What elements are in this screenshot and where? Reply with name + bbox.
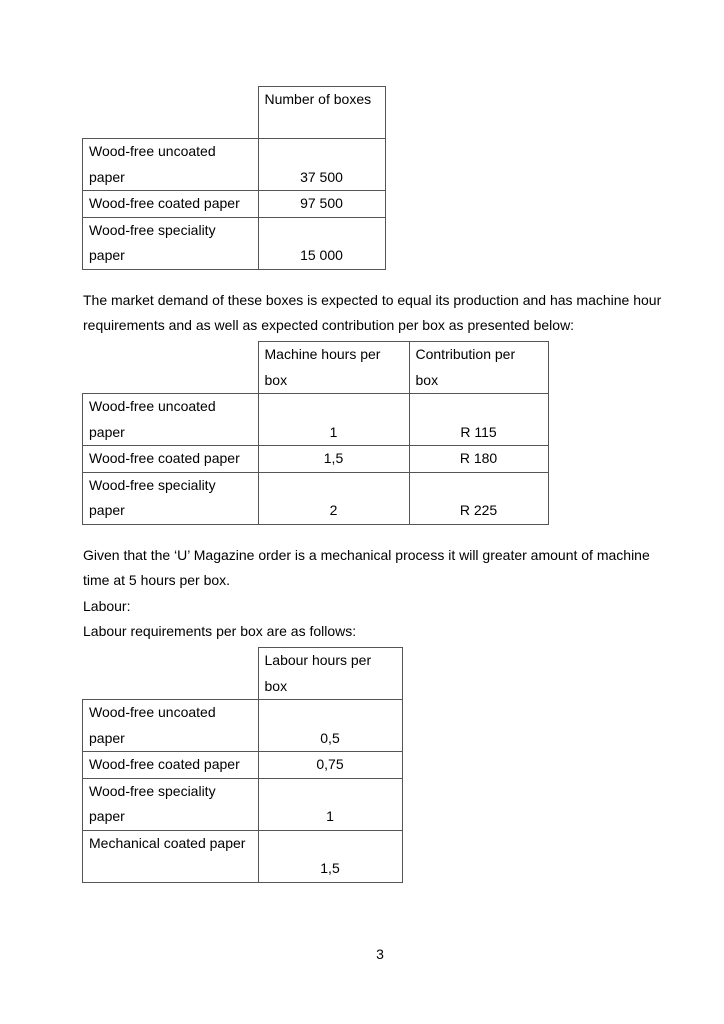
market-demand-line-1: The market demand of these boxes is expected to equal its production and has machine hour [83, 292, 662, 308]
table-row [83, 139, 386, 191]
row-contribution: R 180 [409, 446, 548, 473]
mechanical-process-line-1: Given that the ‘U’ Magazine order is a mechanical process it will greater amount of machine [83, 547, 650, 563]
table-row [83, 472, 549, 524]
header-contribution: Contribution per box [409, 342, 548, 394]
blank-header-cell [83, 87, 259, 139]
row-value: 97 500 [258, 191, 385, 218]
table-row [83, 394, 549, 446]
row-hours: 1,5 [258, 446, 409, 473]
header-machine-hours: Machine hours per box [258, 342, 409, 394]
row-label: Wood-free uncoated paper [83, 139, 259, 191]
mechanical-process-line-2: time at 5 hours per box. [83, 572, 231, 588]
row-label: Wood-free uncoated paper [83, 700, 259, 752]
table-row [83, 191, 386, 218]
machine-hours-table [82, 341, 549, 525]
row-value: 1 [258, 778, 402, 830]
row-hours: 1 [258, 394, 409, 446]
row-value: 37 500 [258, 139, 385, 191]
row-value: 0,5 [258, 700, 402, 752]
row-contribution: R 225 [409, 472, 548, 524]
table-row [83, 217, 386, 269]
blank-header-cell [83, 342, 259, 394]
labour-heading: Labour: [83, 598, 131, 614]
market-demand-line-2: requirements and as well as expected contribution per box as presented below: [83, 317, 575, 333]
row-value: 15 000 [258, 217, 385, 269]
row-label: Wood-free uncoated paper [83, 394, 259, 446]
row-label: Wood-free coated paper [83, 191, 259, 218]
row-value: 1,5 [258, 830, 402, 882]
labour-hours-table [82, 647, 403, 883]
row-hours: 2 [258, 472, 409, 524]
row-label: Wood-free coated paper [83, 446, 259, 473]
row-label: Wood-free speciality paper [83, 217, 259, 269]
boxes-table [82, 86, 386, 270]
table-row [83, 700, 403, 752]
row-label: Wood-free coated paper [83, 752, 259, 779]
table-row [83, 752, 403, 779]
row-value: 0,75 [258, 752, 402, 779]
row-label: Wood-free speciality paper [83, 778, 259, 830]
table-row [83, 830, 403, 882]
blank-header-cell [83, 648, 259, 700]
table-row [83, 446, 549, 473]
table-row [83, 778, 403, 830]
header-labour-hours: Labour hours per box [258, 648, 402, 700]
header-number-of-boxes: Number of boxes [258, 87, 385, 139]
row-contribution: R 115 [409, 394, 548, 446]
labour-intro: Labour requirements per box are as follows: [83, 623, 357, 639]
page-number: 3 [376, 946, 384, 962]
row-label: Mechanical coated paper [83, 830, 259, 882]
row-label: Wood-free speciality paper [83, 472, 259, 524]
